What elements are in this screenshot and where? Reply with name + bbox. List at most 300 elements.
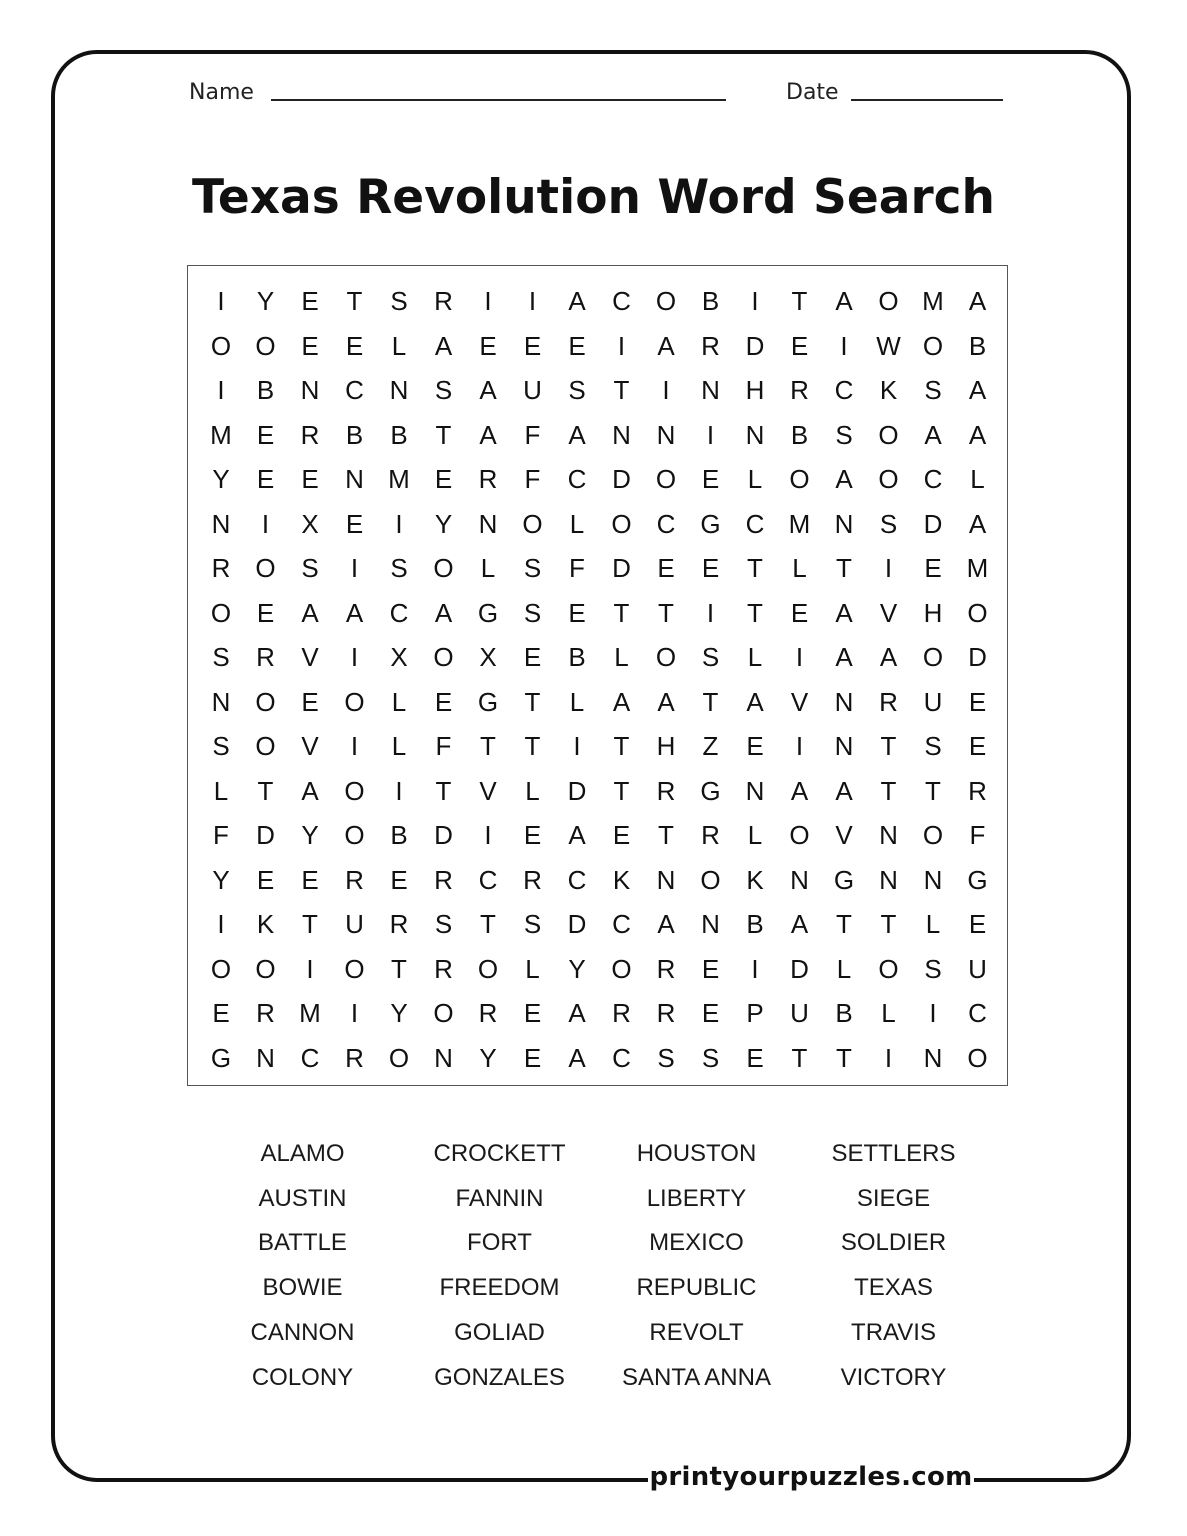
- grid-letter[interactable]: L: [881, 998, 896, 1028]
- grid-letter[interactable]: N: [656, 419, 676, 450]
- grid-letter[interactable]: C: [612, 286, 631, 316]
- grid-letter[interactable]: C: [968, 998, 987, 1028]
- grid-letter[interactable]: N: [701, 375, 720, 405]
- grid-letter[interactable]: E: [434, 464, 453, 494]
- grid-letter[interactable]: R: [478, 464, 498, 494]
- grid-letter[interactable]: M: [966, 553, 989, 583]
- grid-letter[interactable]: E: [701, 553, 720, 583]
- grid-letter[interactable]: T: [524, 731, 541, 761]
- grid-letter[interactable]: N: [656, 864, 676, 895]
- grid-letter[interactable]: E: [256, 597, 275, 628]
- grid-letter[interactable]: A: [657, 909, 675, 939]
- grid-letter[interactable]: O: [700, 864, 721, 895]
- grid-letter[interactable]: C: [478, 864, 498, 895]
- grid-letter[interactable]: O: [878, 419, 899, 450]
- grid-letter[interactable]: E: [790, 330, 809, 361]
- grid-letter[interactable]: A: [968, 375, 987, 405]
- grid-letter[interactable]: L: [525, 953, 540, 984]
- grid-letter[interactable]: E: [345, 330, 364, 361]
- grid-letter[interactable]: T: [480, 909, 496, 939]
- grid-letter[interactable]: O: [433, 642, 454, 672]
- grid-letter[interactable]: S: [301, 553, 319, 583]
- grid-letter[interactable]: C: [656, 508, 676, 539]
- grid-letter[interactable]: O: [344, 686, 365, 717]
- grid-letter[interactable]: O: [388, 1042, 410, 1073]
- grid-letter[interactable]: O: [210, 597, 232, 628]
- grid-letter[interactable]: M: [388, 464, 410, 494]
- grid-letter[interactable]: E: [301, 330, 319, 361]
- grid-letter[interactable]: D: [790, 953, 809, 984]
- grid-letter[interactable]: N: [834, 731, 854, 761]
- grid-letter[interactable]: L: [569, 508, 585, 539]
- grid-letter[interactable]: E: [968, 731, 987, 761]
- grid-letter[interactable]: X: [479, 642, 497, 672]
- grid-letter[interactable]: L: [614, 642, 629, 672]
- grid-letter[interactable]: D: [434, 820, 453, 850]
- grid-letter[interactable]: O: [255, 953, 276, 984]
- grid-letter[interactable]: Y: [212, 464, 230, 494]
- grid-letter[interactable]: H: [745, 375, 765, 405]
- grid-letter[interactable]: L: [391, 731, 407, 761]
- grid-letter[interactable]: R: [345, 1042, 364, 1073]
- grid-letter[interactable]: S: [568, 375, 586, 405]
- grid-letter[interactable]: E: [301, 686, 319, 717]
- grid-letter[interactable]: A: [968, 508, 987, 539]
- grid-letter[interactable]: T: [613, 731, 630, 761]
- grid-letter[interactable]: I: [261, 508, 270, 539]
- grid-letter[interactable]: A: [835, 642, 853, 672]
- grid-letter[interactable]: I: [617, 330, 626, 361]
- grid-letter[interactable]: A: [612, 686, 631, 717]
- grid-letter[interactable]: I: [528, 286, 537, 316]
- grid-letter[interactable]: A: [568, 419, 586, 450]
- grid-letter[interactable]: V: [879, 597, 898, 628]
- grid-letter[interactable]: N: [345, 464, 364, 494]
- grid-letter[interactable]: I: [395, 508, 403, 539]
- grid-letter[interactable]: S: [924, 731, 942, 761]
- grid-letter[interactable]: E: [479, 330, 497, 361]
- grid-letter[interactable]: S: [523, 597, 542, 628]
- grid-letter[interactable]: N: [612, 419, 631, 450]
- grid-letter[interactable]: E: [301, 464, 319, 494]
- grid-letter[interactable]: O: [967, 1042, 988, 1073]
- grid-letter[interactable]: I: [350, 731, 359, 761]
- grid-letter[interactable]: E: [256, 419, 275, 450]
- grid-letter[interactable]: O: [522, 508, 543, 539]
- grid-letter[interactable]: C: [612, 909, 631, 939]
- grid-letter[interactable]: E: [256, 464, 275, 494]
- grid-letter[interactable]: R: [478, 998, 498, 1028]
- grid-letter[interactable]: R: [434, 953, 453, 984]
- grid-letter[interactable]: O: [255, 686, 276, 717]
- grid-letter[interactable]: Y: [568, 953, 586, 984]
- grid-letter[interactable]: A: [835, 775, 853, 806]
- grid-letter[interactable]: N: [701, 909, 720, 939]
- grid-letter[interactable]: D: [612, 553, 631, 583]
- grid-letter[interactable]: A: [746, 686, 764, 717]
- grid-letter[interactable]: E: [523, 998, 542, 1028]
- grid-letter[interactable]: F: [569, 553, 585, 583]
- grid-letter[interactable]: O: [255, 553, 276, 583]
- grid-letter[interactable]: Y: [434, 508, 453, 539]
- grid-letter[interactable]: O: [477, 953, 499, 984]
- grid-letter[interactable]: L: [792, 553, 807, 583]
- grid-letter[interactable]: V: [835, 820, 853, 850]
- grid-letter[interactable]: U: [923, 686, 943, 717]
- grid-letter[interactable]: K: [879, 375, 898, 405]
- grid-letter[interactable]: A: [479, 419, 497, 450]
- grid-letter[interactable]: O: [655, 286, 677, 316]
- grid-letter[interactable]: E: [568, 330, 586, 361]
- grid-letter[interactable]: N: [434, 1042, 453, 1073]
- grid-letter[interactable]: A: [568, 820, 586, 850]
- grid-letter[interactable]: D: [923, 508, 943, 539]
- grid-letter[interactable]: S: [701, 1042, 720, 1073]
- grid-letter[interactable]: E: [434, 686, 453, 717]
- grid-letter[interactable]: E: [701, 953, 720, 984]
- grid-letter[interactable]: O: [611, 953, 632, 984]
- grid-letter[interactable]: T: [747, 597, 763, 628]
- grid-letter[interactable]: O: [878, 464, 899, 494]
- word-search-grid[interactable]: [187, 265, 1008, 1086]
- grid-letter[interactable]: I: [662, 375, 670, 405]
- grid-letter[interactable]: A: [968, 286, 987, 316]
- grid-letter[interactable]: O: [967, 597, 988, 628]
- grid-letter[interactable]: D: [745, 330, 765, 361]
- grid-letter[interactable]: N: [790, 864, 809, 895]
- grid-letter[interactable]: O: [878, 286, 899, 316]
- grid-letter[interactable]: S: [523, 909, 542, 939]
- grid-letter[interactable]: N: [923, 864, 943, 895]
- grid-letter[interactable]: O: [344, 820, 365, 850]
- grid-letter[interactable]: T: [257, 775, 274, 806]
- grid-letter[interactable]: R: [612, 998, 631, 1028]
- grid-letter[interactable]: V: [301, 731, 319, 761]
- grid-letter[interactable]: E: [568, 597, 586, 628]
- grid-letter[interactable]: R: [879, 686, 898, 717]
- grid-letter[interactable]: D: [256, 820, 275, 850]
- grid-letter[interactable]: T: [613, 375, 630, 405]
- grid-letter[interactable]: N: [879, 820, 898, 850]
- grid-letter[interactable]: T: [880, 775, 897, 806]
- grid-letter[interactable]: R: [701, 330, 720, 361]
- grid-letter[interactable]: F: [524, 419, 541, 450]
- grid-letter[interactable]: N: [879, 864, 898, 895]
- grid-letter[interactable]: E: [790, 597, 809, 628]
- grid-letter[interactable]: O: [878, 953, 899, 984]
- grid-letter[interactable]: O: [922, 330, 944, 361]
- grid-letter[interactable]: R: [656, 775, 676, 806]
- grid-letter[interactable]: L: [747, 642, 763, 672]
- grid-letter[interactable]: L: [747, 464, 763, 494]
- grid-letter[interactable]: B: [345, 419, 364, 450]
- grid-letter[interactable]: X: [390, 642, 408, 672]
- grid-letter[interactable]: I: [350, 642, 359, 672]
- grid-letter[interactable]: N: [834, 508, 854, 539]
- grid-letter[interactable]: B: [746, 909, 764, 939]
- grid-letter[interactable]: T: [435, 419, 452, 450]
- grid-letter[interactable]: H: [656, 731, 676, 761]
- grid-letter[interactable]: C: [389, 597, 409, 628]
- grid-letter[interactable]: G: [700, 508, 721, 539]
- grid-letter[interactable]: V: [479, 775, 497, 806]
- grid-letter[interactable]: N: [211, 508, 231, 539]
- grid-letter[interactable]: K: [612, 864, 631, 895]
- grid-letter[interactable]: R: [790, 375, 809, 405]
- grid-letter[interactable]: A: [479, 375, 497, 405]
- grid-letter[interactable]: L: [925, 909, 941, 939]
- grid-letter[interactable]: I: [884, 553, 893, 583]
- grid-letter[interactable]: C: [567, 464, 587, 494]
- name-line[interactable]: [271, 99, 726, 101]
- grid-letter[interactable]: R: [434, 286, 453, 316]
- grid-letter[interactable]: S: [212, 731, 230, 761]
- grid-letter[interactable]: T: [613, 597, 630, 628]
- grid-letter[interactable]: E: [612, 820, 631, 850]
- grid-letter[interactable]: F: [435, 731, 452, 761]
- grid-letter[interactable]: V: [301, 642, 319, 672]
- grid-letter[interactable]: T: [791, 1042, 808, 1073]
- grid-letter[interactable]: E: [256, 864, 275, 895]
- grid-letter[interactable]: E: [701, 998, 720, 1028]
- grid-letter[interactable]: L: [525, 775, 540, 806]
- grid-letter[interactable]: R: [256, 998, 275, 1028]
- grid-letter[interactable]: W: [876, 330, 901, 361]
- grid-letter[interactable]: U: [523, 375, 542, 405]
- grid-letter[interactable]: M: [210, 419, 232, 450]
- grid-letter[interactable]: L: [480, 553, 496, 583]
- grid-letter[interactable]: A: [790, 909, 809, 939]
- grid-letter[interactable]: T: [836, 1042, 852, 1073]
- grid-letter[interactable]: T: [658, 820, 674, 850]
- grid-letter[interactable]: R: [211, 553, 231, 583]
- grid-letter[interactable]: R: [256, 642, 275, 672]
- grid-letter[interactable]: I: [217, 286, 225, 316]
- grid-letter[interactable]: Y: [479, 1042, 497, 1073]
- grid-letter[interactable]: A: [434, 330, 453, 361]
- grid-letter[interactable]: O: [210, 330, 232, 361]
- grid-letter[interactable]: T: [925, 775, 941, 806]
- grid-letter[interactable]: O: [655, 464, 677, 494]
- grid-letter[interactable]: A: [301, 597, 319, 628]
- grid-letter[interactable]: B: [701, 286, 720, 316]
- grid-letter[interactable]: E: [301, 286, 319, 316]
- grid-letter[interactable]: G: [477, 686, 499, 717]
- grid-letter[interactable]: L: [970, 464, 985, 494]
- grid-letter[interactable]: E: [345, 508, 364, 539]
- grid-letter[interactable]: A: [345, 597, 364, 628]
- grid-letter[interactable]: S: [212, 642, 230, 672]
- grid-letter[interactable]: T: [702, 686, 719, 717]
- grid-letter[interactable]: G: [833, 864, 855, 895]
- grid-letter[interactable]: I: [795, 731, 804, 761]
- grid-letter[interactable]: E: [523, 1042, 542, 1073]
- grid-letter[interactable]: I: [217, 909, 225, 939]
- grid-letter[interactable]: A: [657, 686, 675, 717]
- grid-letter[interactable]: L: [836, 953, 852, 984]
- grid-letter[interactable]: T: [747, 553, 763, 583]
- grid-letter[interactable]: S: [434, 909, 453, 939]
- grid-letter[interactable]: E: [212, 998, 230, 1028]
- grid-letter[interactable]: T: [880, 731, 897, 761]
- grid-letter[interactable]: T: [836, 909, 852, 939]
- grid-letter[interactable]: F: [969, 820, 986, 850]
- grid-letter[interactable]: N: [923, 1042, 943, 1073]
- grid-letter[interactable]: C: [923, 464, 943, 494]
- grid-letter[interactable]: D: [612, 464, 631, 494]
- grid-letter[interactable]: S: [657, 1042, 675, 1073]
- grid-letter[interactable]: A: [568, 998, 586, 1028]
- grid-letter[interactable]: A: [924, 419, 942, 450]
- grid-letter[interactable]: I: [840, 330, 848, 361]
- grid-letter[interactable]: E: [924, 553, 942, 583]
- grid-letter[interactable]: T: [435, 775, 452, 806]
- grid-letter[interactable]: N: [300, 375, 320, 405]
- grid-letter[interactable]: U: [968, 953, 987, 984]
- grid-letter[interactable]: Y: [301, 820, 319, 850]
- grid-letter[interactable]: M: [922, 286, 944, 316]
- grid-letter[interactable]: M: [788, 508, 811, 539]
- grid-letter[interactable]: T: [391, 953, 407, 984]
- grid-letter[interactable]: Y: [390, 998, 408, 1028]
- grid-letter[interactable]: A: [657, 330, 675, 361]
- grid-letter[interactable]: R: [434, 864, 453, 895]
- grid-letter[interactable]: B: [390, 419, 408, 450]
- grid-letter[interactable]: Y: [256, 286, 275, 316]
- grid-letter[interactable]: A: [835, 597, 853, 628]
- grid-letter[interactable]: S: [390, 286, 408, 316]
- grid-letter[interactable]: D: [567, 775, 587, 806]
- grid-letter[interactable]: N: [834, 686, 854, 717]
- grid-letter[interactable]: L: [747, 820, 763, 850]
- grid-letter[interactable]: I: [884, 1042, 893, 1073]
- grid-letter[interactable]: I: [706, 597, 715, 628]
- grid-letter[interactable]: R: [701, 820, 720, 850]
- grid-letter[interactable]: C: [567, 864, 587, 895]
- grid-letter[interactable]: N: [256, 1042, 275, 1073]
- grid-letter[interactable]: M: [299, 998, 321, 1028]
- grid-letter[interactable]: I: [395, 775, 403, 806]
- grid-letter[interactable]: D: [968, 642, 987, 672]
- grid-letter[interactable]: N: [211, 686, 231, 717]
- grid-letter[interactable]: A: [790, 775, 809, 806]
- grid-letter[interactable]: R: [389, 909, 409, 939]
- grid-letter[interactable]: U: [345, 909, 364, 939]
- grid-letter[interactable]: N: [745, 419, 765, 450]
- grid-letter[interactable]: T: [302, 909, 318, 939]
- grid-letter[interactable]: F: [524, 464, 541, 494]
- grid-letter[interactable]: S: [434, 375, 453, 405]
- grid-letter[interactable]: K: [256, 909, 275, 939]
- grid-letter[interactable]: E: [701, 464, 720, 494]
- grid-letter[interactable]: S: [523, 553, 542, 583]
- grid-letter[interactable]: U: [790, 998, 809, 1028]
- grid-letter[interactable]: K: [746, 864, 764, 895]
- grid-letter[interactable]: E: [746, 1042, 764, 1073]
- grid-letter[interactable]: B: [390, 820, 408, 850]
- grid-letter[interactable]: T: [658, 597, 674, 628]
- grid-letter[interactable]: I: [573, 731, 581, 761]
- grid-letter[interactable]: A: [568, 1042, 586, 1073]
- grid-letter[interactable]: E: [968, 686, 987, 717]
- grid-letter[interactable]: C: [300, 1042, 320, 1073]
- grid-letter[interactable]: O: [611, 508, 632, 539]
- grid-letter[interactable]: E: [657, 553, 675, 583]
- grid-letter[interactable]: O: [789, 820, 810, 850]
- grid-letter[interactable]: I: [350, 998, 359, 1028]
- grid-letter[interactable]: L: [569, 686, 585, 717]
- grid-letter[interactable]: L: [213, 775, 229, 806]
- grid-letter[interactable]: X: [301, 508, 319, 539]
- grid-letter[interactable]: R: [968, 775, 987, 806]
- grid-letter[interactable]: I: [306, 953, 314, 984]
- grid-letter[interactable]: B: [790, 419, 809, 450]
- grid-letter[interactable]: S: [924, 953, 942, 984]
- grid-letter[interactable]: I: [929, 998, 937, 1028]
- grid-letter[interactable]: I: [795, 642, 804, 672]
- grid-letter[interactable]: A: [568, 286, 586, 316]
- grid-letter[interactable]: N: [389, 375, 409, 405]
- grid-letter[interactable]: C: [345, 375, 364, 405]
- grid-letter[interactable]: B: [968, 330, 987, 361]
- grid-letter[interactable]: P: [746, 998, 764, 1028]
- grid-letter[interactable]: R: [656, 953, 676, 984]
- grid-letter[interactable]: E: [301, 864, 319, 895]
- grid-letter[interactable]: T: [836, 553, 852, 583]
- grid-letter[interactable]: Y: [212, 864, 230, 895]
- grid-letter[interactable]: I: [751, 953, 759, 984]
- grid-letter[interactable]: O: [255, 330, 276, 361]
- grid-letter[interactable]: O: [922, 642, 944, 672]
- grid-letter[interactable]: Z: [702, 731, 719, 761]
- grid-letter[interactable]: L: [391, 686, 407, 717]
- grid-letter[interactable]: O: [922, 820, 944, 850]
- grid-letter[interactable]: O: [655, 642, 677, 672]
- grid-letter[interactable]: C: [834, 375, 854, 405]
- grid-letter[interactable]: I: [484, 820, 492, 850]
- grid-letter[interactable]: E: [968, 909, 987, 939]
- grid-letter[interactable]: T: [791, 286, 808, 316]
- grid-letter[interactable]: S: [879, 508, 898, 539]
- grid-letter[interactable]: A: [879, 642, 898, 672]
- grid-letter[interactable]: T: [613, 775, 630, 806]
- grid-letter[interactable]: E: [746, 731, 764, 761]
- grid-letter[interactable]: A: [301, 775, 319, 806]
- grid-letter[interactable]: B: [835, 998, 853, 1028]
- grid-letter[interactable]: E: [523, 330, 542, 361]
- grid-letter[interactable]: N: [478, 508, 498, 539]
- grid-letter[interactable]: I: [751, 286, 759, 316]
- grid-letter[interactable]: R: [656, 998, 676, 1028]
- grid-letter[interactable]: O: [433, 998, 454, 1028]
- grid-letter[interactable]: G: [700, 775, 721, 806]
- grid-letter[interactable]: S: [701, 642, 720, 672]
- grid-letter[interactable]: I: [484, 286, 492, 316]
- grid-letter[interactable]: A: [835, 464, 853, 494]
- grid-letter[interactable]: S: [924, 375, 942, 405]
- grid-letter[interactable]: A: [434, 597, 453, 628]
- grid-letter[interactable]: O: [789, 464, 810, 494]
- grid-letter[interactable]: O: [210, 953, 232, 984]
- grid-letter[interactable]: C: [745, 508, 765, 539]
- grid-letter[interactable]: O: [344, 953, 365, 984]
- grid-letter[interactable]: T: [346, 286, 363, 316]
- grid-letter[interactable]: E: [523, 820, 542, 850]
- grid-letter[interactable]: I: [350, 553, 359, 583]
- grid-letter[interactable]: S: [835, 419, 853, 450]
- grid-letter[interactable]: A: [835, 286, 853, 316]
- grid-letter[interactable]: C: [612, 1042, 631, 1073]
